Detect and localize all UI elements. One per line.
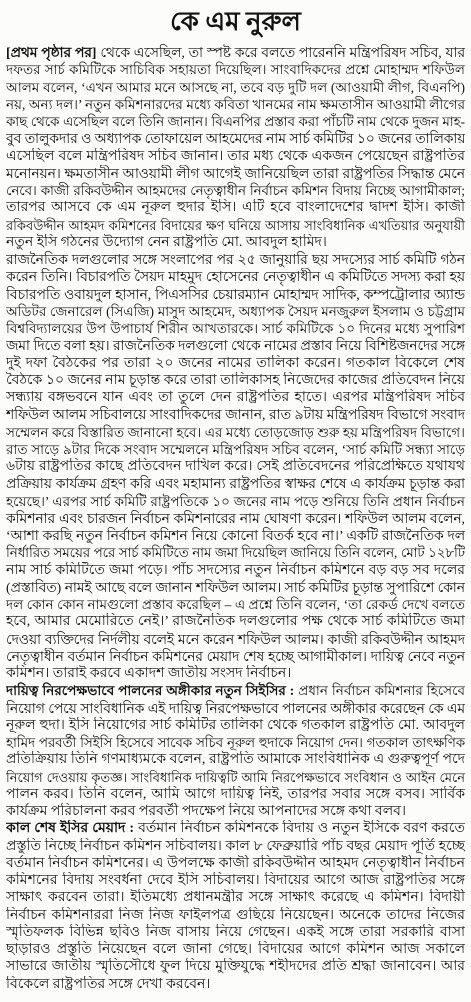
- article-line: [6, 355, 465, 372]
- line-text: কমিশনের বিদায় সংবর্ধনা দেবে ইসি সচিবালয়। বিদায়ের আগে আজ রাষ্ট্রপতির সঙ্গে: [6, 873, 465, 888]
- article-line: [6, 130, 465, 147]
- line-text: রাজনৈতিক দলগুলোর সঙ্গে সংলাপের পর ২৫ জানুয়ারি ছয় সদস্যের সার্চ কমিটি গঠন: [6, 252, 465, 267]
- article-line: [6, 682, 465, 699]
- article-line: [6, 544, 465, 561]
- article-line: [6, 769, 465, 786]
- line-text: হবে, আমার মেমোরিতে নেই।’ রাজনৈতিক দলগুলোর পক্ষ থেকে সার্চ কমিটিতে জমা: [6, 614, 465, 630]
- line-text: এসেছিল বলে মন্ত্রিপরিষদ সচিব জানান। তার মধ্য থেকে একজন পেয়েছেন রাষ্ট্রপতির: [6, 148, 465, 164]
- line-text: নির্ধারিত সময়ের পরে সার্চ কমিটিতে নাম জমা দিয়েছিল জানিয়ে তিনি বলেন, মোট ১২৮টি: [6, 545, 465, 561]
- article-line: [6, 527, 465, 544]
- article-line: [6, 941, 465, 958]
- line-text: দল কোন কোন নামগুলো প্রস্তাব করেছিল – এ প্রশ্নে তিনি বলেন, ‘তা রেকর্ড দেখে বলতে: [6, 597, 465, 612]
- article-line: [6, 268, 465, 285]
- line-text: সন্ধ্যায় বঙ্গভবনে যান এবং তা তুলে দেন রাষ্ট্রপতির হাতে। এরপর মন্ত্রিপরিষদ সচিব: [6, 390, 465, 405]
- line-text: প্রধান নির্বাচন কমিশনার হিসেবে: [298, 683, 465, 699]
- article-line: [6, 61, 465, 78]
- article-line: [6, 44, 465, 61]
- line-text: ছাড়ারও প্রস্তুতি নিয়েছেন বলে জানা গেছে। বিদায়ের আগে কমিশন আজ সকালে: [6, 942, 465, 957]
- line-text: হয়েছে।’ এরপর সার্চ কমিটি রাষ্ট্রপতিকে ১০ জনের নাম পড়ে শুনিয়ে তিনি প্রধান নির্বাচন: [6, 493, 465, 509]
- line-text: বর্তমান নির্বাচন কমিশনকে বিদায় ও নতুন ইসিকে বরণ করতে: [138, 821, 465, 837]
- article-line: [6, 924, 465, 941]
- article-line: [6, 631, 465, 648]
- paragraph: [6, 682, 465, 820]
- line-text: থেকে এসেছিল, তা স্পষ্ট করে বলতে পারেননি মন্ত্রিপরিষদ সচিব, যার: [100, 45, 465, 60]
- article-line: [6, 751, 465, 768]
- article-line: [6, 372, 465, 389]
- section-lead: [প্রথম পৃষ্ঠার পর]: [6, 45, 97, 60]
- article-line: [6, 303, 465, 320]
- article-line: [6, 234, 465, 251]
- line-text: সাক্ষাৎ করবেন তারা। ইতিমধ্যে প্রধানমন্ত্রীর সঙ্গে সাক্ষাৎ করেছে এ কমিশন। বিদায়ী: [6, 890, 465, 906]
- line-text: রকিবউদ্দীন আহমদ কমিশনের বিদায়ের ক্ষণ ঘনিয়ে আসায় সাংবিধানিক এখতিয়ার অনুযায়ী: [6, 217, 465, 233]
- line-text: শফিউল আলম সচিবালয়ে সাংবাদিকদের জানান, রাত ৯টায় মন্ত্রিপরিষদ বিভাগে সংবাদ: [6, 407, 465, 423]
- line-text: বর্তমান নির্বাচন কমিশনের। এ উপলক্ষে কাজী রকিবউদ্দীন আহমদ নেতৃত্বাধীন নির্বাচন: [6, 855, 465, 871]
- line-text: পালন করব। তিনি বলেন, আমি আগে দায়িত্ব নিই, তারপর সবার সঙ্গে বসব। সার্বিক: [6, 786, 465, 802]
- article-line: [6, 458, 465, 475]
- line-text: কমিশনার এবং চারজন নির্বাচন কমিশনারের নাম ঘোষণা করেন। শফিউল আলম বলেন,: [6, 510, 465, 526]
- article-line: [6, 337, 465, 354]
- line-text: ‘আশা করছি নতুন নির্বাচন কমিশন নিয়ে কোনো বিতর্ক হবে না।’ একটি রাজনৈতিক দল: [6, 528, 465, 543]
- article-line: [6, 424, 465, 441]
- article-line: [6, 510, 465, 527]
- article-line: [6, 475, 465, 492]
- article-line: [6, 217, 465, 234]
- line-text: নয়, অন্য দল।’ নতুন কমিশনারদের মধ্যে কবিতা খানমের নাম ক্ষমতাসীন আওয়ামী লীগের: [6, 96, 465, 112]
- article-line: [6, 838, 465, 855]
- article-line: [6, 648, 465, 665]
- line-text: কমিশন। তারাই করবে একাদশ জাতীয় সংসদ নির্বাচন।: [6, 666, 292, 681]
- article-line: [6, 734, 465, 751]
- line-text: করেন তিনি। বিচারপতি সৈয়দ মাহমুদ হোসেনের নেতৃত্বাধীন এ কমিটিতে সদস্য করা হয়: [6, 269, 465, 285]
- section-lead: কাল শেষ ইসির মেয়াদ :: [6, 821, 135, 837]
- article-line: [6, 976, 465, 993]
- article-line: [6, 493, 465, 510]
- line-text: বিচারপতি ওবায়দুল হাসান, পিএসসির চেয়ারম্যান মোহাম্মদ সাদিক, কম্পট্রোলার অ্যান্ড: [6, 286, 465, 302]
- line-text: দুই দফা বৈঠকের পর তারা ২০ জনের নামের তালিকা করেন। গতকাল বিকেলে শেষ: [6, 355, 465, 371]
- article-line: [6, 113, 465, 130]
- line-text: প্রক্রিয়ায় কার্যক্রম গ্রহণ করি এবং মহামান্য রাষ্ট্রপতির স্বাক্ষর শেষে এ কার্যক্রম চূড়ান্ত করা: [6, 476, 465, 492]
- line-text: নিয়োগ দেওয়ায় কৃতজ্ঞ। সাংবিধানিক দায়িত্বটি আমি নিরপেক্ষভাবে সংবিধান ও আইন মেনে: [6, 769, 465, 785]
- article-line: [6, 165, 465, 182]
- line-text: নূরুল হুদা। ইসি নিয়োগের সার্চ কমিটির তালিকা থেকে গতকাল রাষ্ট্রপতি মো. আবদুল: [6, 717, 465, 733]
- line-text: নির্বাচন কমিশনাররা নিজ নিজ ফাইলপত্র গুছিয়ে নিয়েছেন। অনেকে তাদের নিজের: [6, 907, 465, 923]
- paragraph: [6, 820, 465, 993]
- article-line: [6, 406, 465, 423]
- article-line: [6, 958, 465, 975]
- line-text: জমা দিতে বলা হয়। রাজনৈতিক দলগুলো থেকে নামের প্রস্তাব নিয়ে বিশিষ্টজনদের সঙ্গে: [6, 338, 465, 354]
- article-line: [6, 855, 465, 872]
- article-line: [6, 286, 465, 303]
- article-line: [6, 562, 465, 579]
- article-line: [6, 786, 465, 803]
- paragraph: [6, 44, 465, 251]
- article-line: [6, 665, 465, 682]
- article-line: [6, 320, 465, 337]
- article-line: [6, 889, 465, 906]
- line-text: ৬টায় রাষ্ট্রপতির কাছে প্রতিবেদন দাখিল করে। সেই প্রতিবেদনের পরিপ্রেক্ষিতে যথাযথ: [6, 459, 465, 474]
- article-line: [6, 613, 465, 630]
- article-line: [6, 803, 465, 820]
- line-text: সাভারে জাতীয় স্মৃতিসৌধে ফুল দিয়ে মুক্তিযুদ্ধে শহীদদের প্রতি শ্রদ্ধা জানাবেন। আর: [6, 959, 465, 975]
- line-text: দেওয়া ব্যক্তিদের নির্দলীয় বলেই মনে করেন শফিউল আলম। কাজী রকিবউদ্দীন আহমদ: [6, 631, 465, 647]
- line-text: বিশ্ববিদ্যালয়ের উপ উপাচার্য শিরীন আখতারকে। সার্চ কমিটিকে ১০ দিনের মধ্যে সুপারিশ: [6, 321, 465, 336]
- line-text: আলম বলেন, ‘এখন আমার মনে আসছে না, তবে বড় দুটি দল (আওয়ামী লীগ, বিএনপি): [6, 79, 465, 95]
- line-text: কাছ থেকে এসেছিল বলে তিনি জানান। বিএনপির প্রস্তাব করা পাঁচটি নাম থেকে দুজন মাহ-: [6, 114, 465, 129]
- article-line: [6, 96, 465, 113]
- line-text: নেতৃত্বাধীন বর্তমান নির্বাচন কমিশনের মেয়াদ শেষ হচ্ছে আগামীকাল। দায়িত্ব নেবে নতুন: [6, 648, 465, 664]
- line-text: বিকেলে রাষ্ট্রপতির সঙ্গে দেখা করবেন।: [6, 976, 211, 992]
- line-text: প্রতিক্রিয়ায় তিনি গণমাধ্যমকে বলেন, রাষ্ট্রপতি আমাকে সাংবিধানিক এ গুরুত্বপূর্ণ পদে: [6, 752, 465, 768]
- line-text: প্রস্তুতি নিচ্ছে নির্বাচন কমিশন সচিবালয়। কাল ৮ ফেব্রুয়ারি পাঁচ বছর মেয়াদ পূর্তি হচ্ছে: [6, 838, 465, 854]
- article-line: [6, 717, 465, 734]
- article-line: [6, 579, 465, 596]
- line-text: নতুন ইসি গঠনের উদ্যোগ নেন রাষ্ট্রপতি মো. আবদুল হামিদ।: [6, 234, 327, 250]
- article-line: [6, 907, 465, 924]
- line-text: বৈঠকে ১০ জনের নাম চূড়ান্ত করে তারা তালিকাসহ নিজেদের কাজের প্রতিবেদন নিয়ে: [6, 372, 465, 388]
- article-line: [6, 700, 465, 717]
- line-text: স্মৃতিফলক বিভিন্ন ছবিও নিজ বাসায় নিয়ে গেছেন। একই সঙ্গে তারা সরকারি বাসা: [6, 924, 465, 940]
- article-line: [6, 872, 465, 889]
- line-text: নিয়োগ পেয়ে সাংবিধানিক এই দায়িত্ব নিরপেক্ষভাবে পালনের অঙ্গীকার করেছেন কে এম: [6, 700, 465, 716]
- line-text: নাম সার্চ কমিটিতে জমা পড়ে। পাঁচ সদস্যের নতুন নির্বাচন কমিশনে বড় বড় সব দলের: [6, 562, 465, 578]
- article-line: [6, 251, 465, 268]
- line-text: সম্মেলন করে বিস্তারিত জানানো হবে। এর মধ্যে তোড়জোড় শুরু হয় মন্ত্রিপরিষদ বিভাগে।: [6, 424, 465, 440]
- line-text: রাত সাড়ে ৯টার দিকে সংবাদ সম্মেলনে মন্ত্রিপরিষদ সচিব বলেন, ‘সার্চ কমিটি সন্ধ্যা সাড়ে: [6, 441, 465, 457]
- line-text: দফতর সার্চ কমিটিকে সাচিবিক সহায়তা দিয়েছিল। সাংবাদিকদের প্রশ্নে মোহাম্মদ শফিউল: [6, 62, 465, 78]
- article-line: [6, 820, 465, 837]
- article-line: [6, 182, 465, 199]
- line-text: বুব তালুকদার ও অধ্যাপক তোফায়েল আহমেদের নাম সার্চ কমিটির ১০ জনের তালিকায়: [6, 131, 465, 147]
- article-line: [6, 199, 465, 216]
- section-lead: দায়িত্ব নিরপেক্ষভাবে পালনের অঙ্গীকার নতুন সিইসির :: [6, 683, 295, 699]
- article-line: [6, 79, 465, 96]
- article-line: [6, 389, 465, 406]
- line-text: হামিদ পরবর্তী সিইসি হিসেবে সাবেক সচিব নূরুল হুদাকে নিয়োগ দেন। গতকাল তাৎক্ষণিক: [6, 735, 465, 750]
- article-line: [6, 148, 465, 165]
- line-text: অডিটর জেনারেল (সিএজি) মাসুদ আহমেদ, অধ্যাপক সৈয়দ মনজুরুল ইসলাম ও চট্টগ্রাম: [6, 303, 465, 319]
- article-line: [6, 596, 465, 613]
- line-text: নেবে। কাজী রকিবউদ্দীন আহমদের নেতৃত্বাধীন নির্বাচন কমিশন বিদায় নিচ্ছে আগামীকাল;: [6, 183, 465, 198]
- line-text: কার্যক্রম পরিচালনা করব পরবর্তী পদক্ষেপ নিয়ে আপনাদের সঙ্গে কথা বলব।: [6, 804, 406, 819]
- line-text: তারপর আসবে কে এম নূরুল হুদার ইসি। এটি হবে বাংলাদেশের দ্বাদশ ইসি। কাজী: [6, 200, 465, 216]
- headline: কে এম নুরুল: [170, 7, 301, 36]
- line-text: মনোনয়ন। ক্ষমতাসীন আওয়ামী লীগ আগেই জানিয়েছিল তারা রাষ্ট্রপতির সিদ্ধান্ত মেনে: [6, 165, 465, 181]
- article-body: [6, 44, 465, 993]
- article-line: [6, 441, 465, 458]
- paragraph: [6, 251, 465, 682]
- line-text: (প্রস্তাবিত) নামই আছে বলে জানান শফিউল আলম। সার্চ কমিটির চূড়ান্ত সুপারিশে কোন: [6, 579, 465, 595]
